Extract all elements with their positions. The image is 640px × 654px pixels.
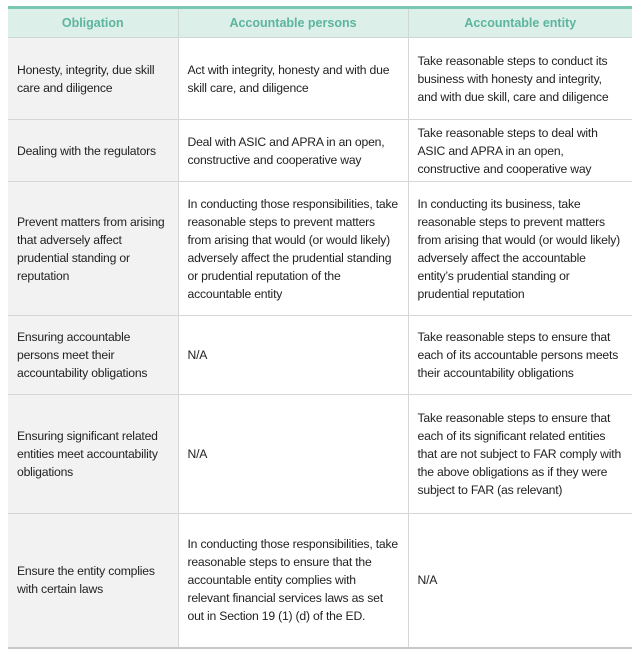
persons-cell: N/A — [178, 316, 408, 395]
entity-cell: Take reasonable steps to ensure that each of its accountable persons meets their accountability obligations — [408, 316, 632, 395]
table-row — [8, 514, 632, 648]
obligation-cell: Ensuring accountable persons meet their accountability obligations — [8, 316, 178, 395]
persons-cell: Act with integrity, honesty and with due skill care, and diligence — [178, 38, 408, 120]
table-row — [8, 120, 632, 182]
obligation-cell: Ensuring significant related entities meet accountability obligations — [8, 395, 178, 514]
header-accountable-entity: Accountable entity — [408, 8, 632, 38]
entity-cell: N/A — [408, 514, 632, 648]
obligation-cell: Dealing with the regulators — [8, 120, 178, 182]
persons-cell: In conducting those responsibilities, take reasonable steps to prevent matters from arising that would (or would likely) adversely affect the prudential standing or prudential reputation of the accountable entity — [178, 182, 408, 316]
persons-cell: In conducting those responsibilities, take reasonable steps to ensure that the accountable entity complies with relevant financial services laws as set out in Section 19 (1) (d) of the ED. — [178, 514, 408, 648]
entity-cell: Take reasonable steps to conduct its business with honesty and integrity, and with due skill, care and diligence — [408, 38, 632, 120]
entity-cell: Take reasonable steps to ensure that each of its significant related entities that are not subject to FAR comply with the above obligations as if they were subject to FAR (as relevant) — [408, 395, 632, 514]
entity-cell: Take reasonable steps to deal with ASIC and APRA in an open, constructive and cooperative way — [408, 120, 632, 182]
header-obligation: Obligation — [8, 8, 178, 38]
obligation-cell: Prevent matters from arising that adversely affect prudential standing or reputation — [8, 182, 178, 316]
obligations-table — [8, 6, 632, 649]
obligation-cell: Honesty, integrity, due skill care and diligence — [8, 38, 178, 120]
header-row — [8, 8, 632, 38]
persons-cell: N/A — [178, 395, 408, 514]
persons-cell: Deal with ASIC and APRA in an open, constructive and cooperative way — [178, 120, 408, 182]
entity-cell: In conducting its business, take reasonable steps to prevent matters from arising that would (or would likely) adversely affect the accountable entity’s prudential standing or prudential reputation — [408, 182, 632, 316]
obligation-cell: Ensure the entity complies with certain laws — [8, 514, 178, 648]
table-row — [8, 395, 632, 514]
table-row — [8, 38, 632, 120]
table-row — [8, 182, 632, 316]
header-accountable-persons: Accountable persons — [178, 8, 408, 38]
table-row — [8, 316, 632, 395]
